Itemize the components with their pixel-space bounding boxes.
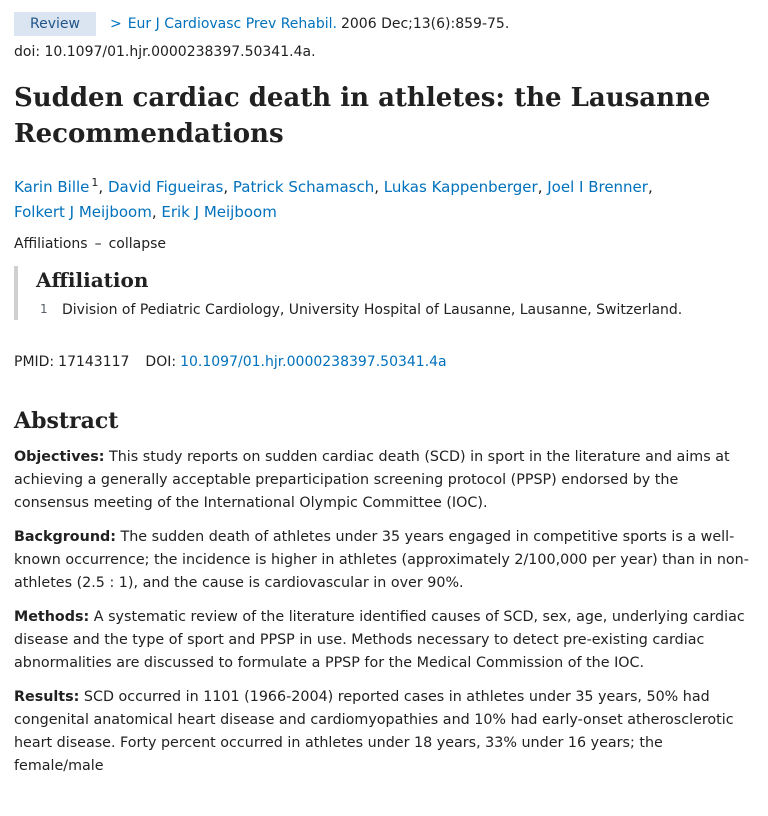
collapse-link[interactable]: collapse — [108, 236, 167, 252]
affiliation-number: 1 — [40, 302, 48, 316]
citation-bar — [14, 10, 754, 38]
author-link[interactable]: Lukas Kappenberger — [383, 178, 538, 196]
author-link[interactable]: David Figueiras — [107, 178, 224, 196]
section-label: Background: — [14, 529, 116, 545]
section-label: Methods: — [14, 609, 90, 625]
doi-line: doi: 10.1097/01.hjr.0000238397.50341.4a. — [14, 44, 316, 60]
author-link[interactable]: Joel I Brenner — [547, 178, 648, 196]
affiliation-item — [36, 302, 754, 318]
pmid-value: 17143117 — [58, 354, 130, 370]
author-link[interactable]: Karin Bille — [14, 178, 90, 196]
affiliations-label: Affiliations — [14, 236, 88, 252]
chevron-right-icon: > — [109, 16, 122, 32]
publication-type-badge: Review — [14, 12, 96, 36]
section-label: Results: — [14, 689, 80, 705]
author-link[interactable]: Folkert J Meijboom — [14, 203, 152, 221]
section-text: SCD occurred in 1101 (1966-2004) reported cases in athletes under 35 years, 50% had congenital anatomical heart disease and cardiomyopathies and 10% had early-onset atherosclerotic heart disease. Forty percent occurred in athletes under 18 years, 33% under 16 years; the female/male — [14, 689, 734, 774]
section-label: Objectives: — [14, 449, 105, 465]
author-link[interactable]: Patrick Schamasch — [232, 178, 375, 196]
affiliation-text: Division of Pediatric Cardiology, University Hospital of Lausanne, Lausanne, Switzerland. — [62, 302, 683, 318]
abstract-objectives — [14, 446, 754, 515]
author-link[interactable]: Erik J Meijboom — [161, 203, 277, 221]
section-text: The sudden death of athletes under 35 years engaged in competitive sports is a well-known occurrence; the incidence is higher in athletes (approximately 2/100,000 per year) than in non-athletes (2.5 : 1), and the cause is cardiovascular in over 90%. — [14, 529, 749, 591]
journal-link[interactable] — [110, 16, 337, 32]
affiliation-heading: Affiliation — [36, 268, 149, 292]
identifiers — [14, 354, 754, 370]
collapse-dash-icon: – — [94, 236, 102, 252]
abstract-results — [14, 686, 754, 778]
doi-label: DOI: — [145, 354, 177, 370]
affiliations-panel — [14, 266, 754, 320]
section-text: This study reports on sudden cardiac death (SCD) in sport in the literature and aims at achieving a generally acceptable preparticipation screening protocol (PPSP) endorsed by the consensus meeting of the International Olympic Committee (IOC). — [14, 449, 730, 511]
affiliations-toggle[interactable] — [14, 236, 754, 252]
pmid-label: PMID: — [14, 354, 55, 370]
abstract-background — [14, 526, 754, 595]
section-text: A systematic review of the literature identified causes of SCD, sex, age, underlying cardiac disease and the type of sport and PPSP in use. Methods necessary to detect pre-existing cardiac abnormalities are discussed to formulate a PPSP for the Medical Commission of the IOC. — [14, 609, 745, 671]
journal-name: Eur J Cardiovasc Prev Rehabil. — [127, 16, 337, 32]
author-list: Karin Bille $^1$, David Figueiras, Patrick Schamasch, Lukas Kappenberger, Joel I Brenner, Folkert J Meijboom, Erik J Meijboom — [14, 176, 653, 221]
doi-link[interactable]: 10.1097/01.hjr.0000238397.50341.4a — [180, 354, 447, 370]
abstract-methods — [14, 606, 754, 675]
abstract-heading: Abstract — [14, 408, 119, 434]
article-title: Sudden cardiac death in athletes: the Lausanne Recommendations — [14, 83, 711, 149]
affiliation-ref[interactable]: 1 — [91, 176, 99, 189]
citation-details: 2006 Dec;13(6):859-75. — [340, 16, 510, 32]
